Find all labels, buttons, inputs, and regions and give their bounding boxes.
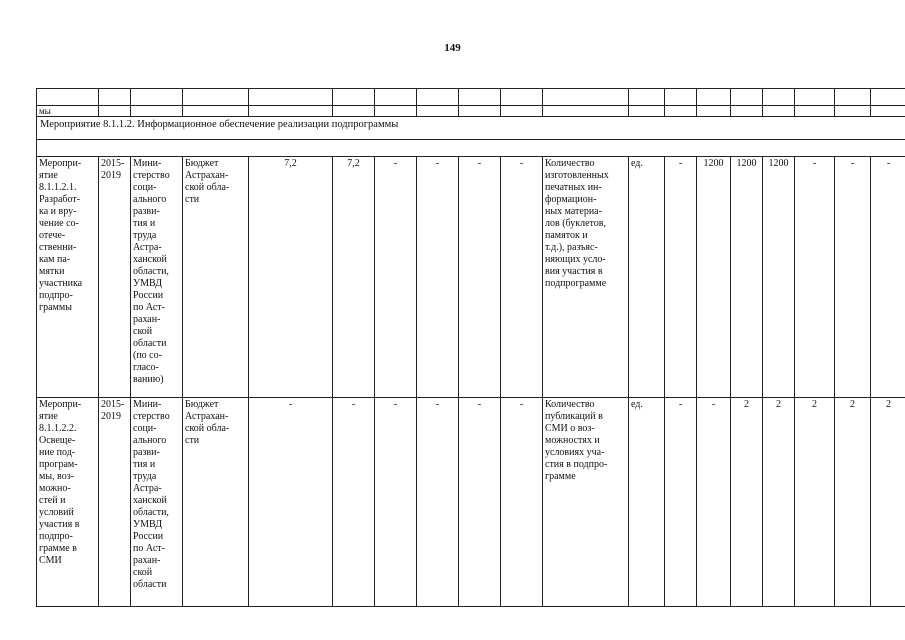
funding-value: 7,2 bbox=[333, 157, 375, 398]
period-cell bbox=[99, 157, 131, 398]
period: 2015- 2019 bbox=[101, 158, 125, 181]
unit: ед. bbox=[629, 157, 665, 398]
indicator-value: 2 bbox=[795, 398, 835, 607]
executor: Мини- стерство соци- ального разви- тия и труда Астра- ханской области, УМВД России по Аст- рахан- ской области bbox=[133, 399, 170, 590]
funding-value: - bbox=[459, 398, 501, 607]
measure-name-cell bbox=[37, 398, 99, 607]
funding-value: - bbox=[459, 157, 501, 398]
funding-value: - bbox=[501, 398, 543, 607]
indicator-value: - bbox=[835, 157, 871, 398]
funding-value: - bbox=[375, 157, 417, 398]
indicator-value: 2 bbox=[763, 398, 795, 607]
period-cell bbox=[99, 398, 131, 607]
period: 2015- 2019 bbox=[101, 399, 125, 422]
funding-value: - bbox=[501, 157, 543, 398]
funding-value: - bbox=[417, 398, 459, 607]
funding-source: Бюджет Астрахан- ской обла- сти bbox=[185, 158, 230, 205]
executor-cell bbox=[131, 398, 183, 607]
table-row bbox=[37, 398, 905, 607]
indicator-value: - bbox=[697, 398, 731, 607]
table-row bbox=[37, 157, 905, 398]
indicator-cell bbox=[543, 398, 629, 607]
funding-source: Бюджет Астрахан- ской обла- сти bbox=[185, 399, 230, 446]
measure-name: Меропри- ятие 8.1.1.2.1. Разработ- ка и вру- чение со- отече- ственни- кам па- мятки участника подпро- граммы bbox=[39, 158, 83, 313]
executor-cell bbox=[131, 157, 183, 398]
top-border-row bbox=[37, 89, 905, 106]
funding-value: - bbox=[249, 398, 333, 607]
indicator-value: 1200 bbox=[731, 157, 763, 398]
header-fragment-text: мы bbox=[37, 106, 99, 117]
indicator-cell bbox=[543, 157, 629, 398]
unit: ед. bbox=[629, 398, 665, 607]
source-cell bbox=[183, 157, 249, 398]
indicator-value: - bbox=[795, 157, 835, 398]
indicator: Количество изготовленных печатных ин- формацион- ных материа- лов (буклетов, памяток и т.д.), разъяс- няющих усло- вия участия в подпрограмме bbox=[545, 158, 609, 289]
indicator-value: 2 bbox=[731, 398, 763, 607]
indicator-value: 2 bbox=[835, 398, 871, 607]
indicator-value: 2 bbox=[871, 398, 905, 607]
indicator-value: - bbox=[665, 157, 697, 398]
indicator: Количество публикаций в СМИ о воз- можностях и условиях уча- стия в подпро- грамме bbox=[545, 399, 608, 482]
funding-value: - bbox=[375, 398, 417, 607]
section-title: Мероприятие 8.1.1.2. Информационное обеспечение реализации подпрограммы bbox=[37, 117, 905, 140]
spacer-row bbox=[37, 140, 905, 157]
section-row bbox=[37, 117, 905, 140]
executor: Мини- стерство соци- ального разви- тия и труда Астра- ханской области, УМВД России по Аст- рахан- ской области (по со- гласо- ванию) bbox=[133, 158, 170, 385]
source-cell bbox=[183, 398, 249, 607]
indicator-value: 1200 bbox=[763, 157, 795, 398]
indicator-value: - bbox=[871, 157, 905, 398]
header-fragment-row bbox=[37, 106, 905, 117]
page-number: 149 bbox=[444, 42, 461, 54]
indicator-value: - bbox=[665, 398, 697, 607]
indicator-value: 1200 bbox=[697, 157, 731, 398]
funding-value: - bbox=[417, 157, 459, 398]
funding-value: 7,2 bbox=[249, 157, 333, 398]
program-table bbox=[36, 88, 905, 607]
funding-value: - bbox=[333, 398, 375, 607]
measure-name: Меропри- ятие 8.1.1.2.2. Освеще- ние под- програм- мы, воз- можно- стей и условий участия в подпро- грамме в СМИ bbox=[39, 399, 82, 566]
measure-name-cell bbox=[37, 157, 99, 398]
